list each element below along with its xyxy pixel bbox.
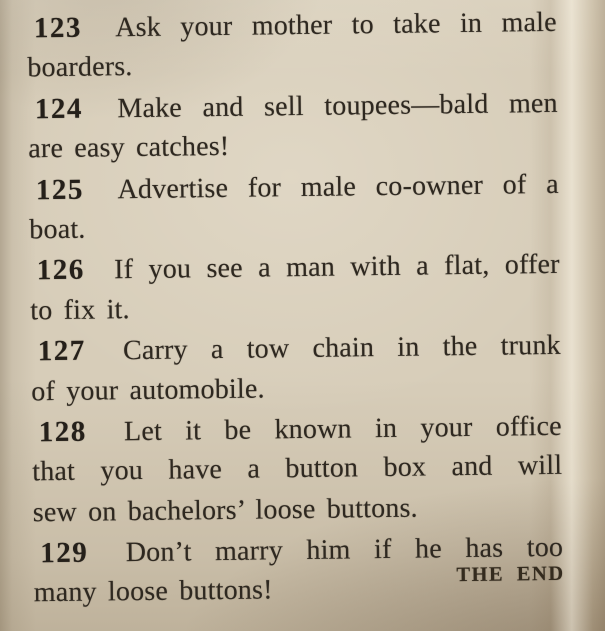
tip-line [30, 285, 560, 332]
tip-line [27, 2, 557, 49]
tip-text-word: tow [246, 333, 290, 365]
tip-number: 123 [33, 11, 83, 45]
tip-text-word: your [180, 10, 233, 43]
tip-text-word: you [148, 253, 192, 286]
tip-text-word: Let [123, 415, 163, 448]
tip-text-word: in [459, 7, 483, 40]
tip-text-word: toupees—bald [324, 88, 489, 122]
tip-text-word: marry [214, 535, 284, 568]
tip-text-word: male [300, 170, 357, 203]
tip-text: boarders. [27, 51, 133, 84]
tip-number: 126 [36, 254, 86, 287]
tip-text-word: for [247, 171, 282, 204]
tip-text-word: Advertise [117, 172, 229, 205]
tip-text-word: your [420, 411, 473, 444]
tip-text-word: will [517, 450, 563, 482]
tip-text-word: if [373, 534, 392, 566]
tip-text-word: Ask [115, 11, 162, 44]
tip-text: boat. [29, 213, 86, 246]
tip-text-word: has [465, 532, 504, 565]
tip-text-word: you [100, 455, 144, 487]
tip-text-word: him [306, 534, 351, 567]
tip-number: 129 [40, 536, 89, 570]
tip-text-word: and [451, 450, 493, 483]
tip-text-word: male [501, 6, 557, 39]
tip-text-word: to [351, 9, 375, 41]
tip-text-word: known [274, 413, 352, 446]
tip-text-word: of [502, 168, 527, 201]
tip-text-word: office [495, 410, 562, 443]
end-marker: THE END [456, 562, 565, 587]
tip-text-word: it [185, 415, 202, 447]
tip-text-word: a [210, 334, 224, 366]
tip-text-word: trunk [500, 329, 561, 362]
tip-line [27, 42, 557, 89]
tip-text-word: sell [263, 90, 304, 123]
tip-number: 128 [38, 415, 87, 449]
tip-number: 125 [35, 173, 85, 206]
tip-text-word: in [397, 331, 420, 363]
tip-text-word: mother [251, 9, 333, 42]
tip-text-word: flat, [443, 250, 490, 282]
tip-line [33, 487, 563, 534]
tip-text-word: Don’t [125, 536, 192, 569]
tip-line [28, 83, 558, 130]
tip-text: are easy catches! [28, 131, 230, 165]
tip-line [32, 406, 562, 453]
tip-text-word: a [247, 453, 261, 485]
tip-text-word: with [350, 251, 402, 283]
tip-text-word: and [202, 91, 244, 123]
tip-text-word: take [392, 8, 441, 40]
tip-text-word: the [442, 330, 478, 363]
tip-text-word: offer [504, 249, 560, 281]
tip-text: to fix it. [30, 293, 130, 327]
tip-text-word: have [168, 454, 223, 486]
tip-text-word: a [257, 252, 271, 284]
tip-text-word: box [383, 451, 427, 484]
tip-text-word: he [414, 533, 443, 565]
tip-text-word: that [32, 456, 76, 488]
tip-line [29, 163, 559, 210]
tip-text-word: in [374, 412, 398, 445]
tip-line [31, 325, 561, 372]
tip-text-word: Make [117, 92, 183, 125]
tip-text-word: men [508, 87, 558, 120]
tip-text-word: a [415, 250, 429, 282]
tip-text-word: man [285, 251, 336, 284]
tip-number: 127 [37, 334, 86, 368]
tip-text-word: too [526, 531, 564, 564]
tip-text-word: button [285, 452, 359, 485]
tip-number: 124 [34, 92, 84, 126]
tip-text-word: co-owner [375, 169, 484, 202]
tip-line [30, 244, 560, 291]
tip-text-word: chain [312, 332, 375, 365]
tip-line [28, 123, 558, 170]
tip-line [29, 204, 559, 251]
tip-text: many loose buttons! [33, 574, 273, 609]
tip-text-word: be [224, 414, 252, 446]
tip-text-word: see [206, 253, 244, 285]
tip-text: sew on bachelors’ loose buttons. [32, 492, 418, 528]
tip-text-word: If [113, 254, 134, 286]
tip-text: of your automobile. [31, 372, 265, 407]
tip-text-word: Carry [122, 334, 188, 367]
tip-line [32, 446, 562, 493]
tip-text-word: a [545, 168, 559, 200]
tip-line [31, 365, 561, 412]
tips-list [27, 2, 564, 614]
